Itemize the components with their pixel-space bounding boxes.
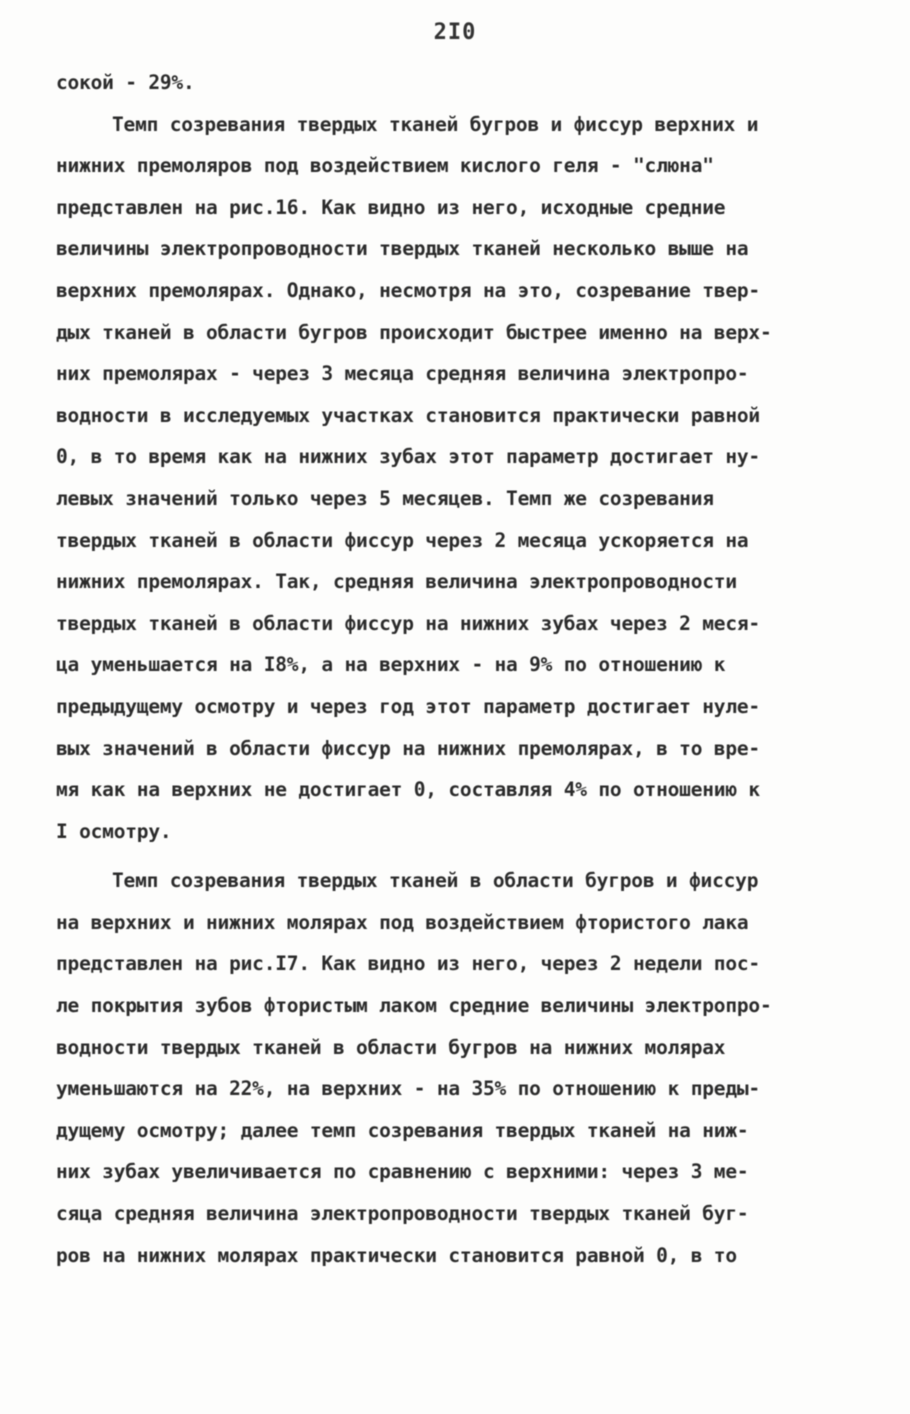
text-line: Темп созревания твердых тканей бугров и фиссур верхних и	[112, 112, 759, 136]
text-line: них зубах увеличивается по сравнению с верхними: через 3 ме-	[56, 1160, 749, 1184]
text-line: вых значений в области фиссур на нижних премолярах, в то вре-	[56, 736, 760, 760]
text-line: уменьшаются на 22%, на верхних - на 35% по отношению к преды-	[56, 1077, 760, 1101]
text-line: водности твердых тканей в области бугров на нижних молярах	[56, 1035, 726, 1059]
text-line: предыдущему осмотру и через год этот параметр достигает нуле-	[56, 694, 760, 718]
text-line: дых тканей в области бугров происходит быстрее именно на верх-	[56, 320, 772, 344]
paragraph	[56, 104, 856, 853]
text-line: 0, в то время как на нижних зубах этот параметр достигает ну-	[56, 445, 760, 469]
page-number: 2I0	[433, 20, 477, 45]
text-line: ца уменьшается на I8%, а на верхних - на 9% по отношению к	[56, 653, 726, 677]
body-text	[56, 62, 856, 1276]
text-line: сяца средняя величина электропроводности твердых тканей буг-	[56, 1202, 749, 1226]
paragraph	[56, 860, 856, 1276]
text-line: дущему осмотру; далее темп созревания твердых тканей на ниж-	[56, 1118, 749, 1142]
paragraph	[56, 62, 856, 104]
text-line: нижних премоляров под воздействием кислого геля - "слюна"	[56, 154, 714, 178]
text-line: ров на нижних молярах практически становится равной 0, в то	[56, 1243, 737, 1267]
text-line: Темп созревания твердых тканей в области бугров и фиссур	[112, 869, 759, 893]
text-line: величины электропроводности твердых тканей несколько выше на	[56, 237, 749, 261]
text-line: на верхних и нижних молярах под воздействием фтористого лака	[56, 910, 749, 934]
text-line: них премолярах - через 3 месяца средняя величина электропро-	[56, 362, 749, 386]
text-line: сокой - 29%.	[56, 71, 195, 94]
text-line: представлен на рис.I7. Как видно из него, через 2 недели пос-	[56, 952, 760, 976]
text-line: ле покрытия зубов фтористым лаком средние величины электропро-	[56, 994, 772, 1018]
paragraph-gap	[56, 852, 856, 860]
text-line: левых значений только через 5 месяцев. Темп же созревания	[56, 486, 714, 510]
text-line: представлен на рис.16. Как видно из него, исходные средние	[56, 195, 726, 219]
text-line: I осмотру.	[56, 819, 172, 843]
text-line: нижних премолярах. Так, средняя величина электропроводности	[56, 570, 737, 594]
text-line: водности в исследуемых участках становится практически равной	[56, 403, 760, 427]
text-line: твердых тканей в области фиссур через 2 месяца ускоряется на	[56, 528, 749, 552]
text-line: твердых тканей в области фиссур на нижних зубах через 2 меся-	[56, 611, 760, 635]
text-line: мя как на верхних не достигает 0, составляя 4% по отношению к	[56, 778, 760, 802]
text-line: верхних премолярах. Однако, несмотря на это, созревание твер-	[56, 278, 760, 302]
